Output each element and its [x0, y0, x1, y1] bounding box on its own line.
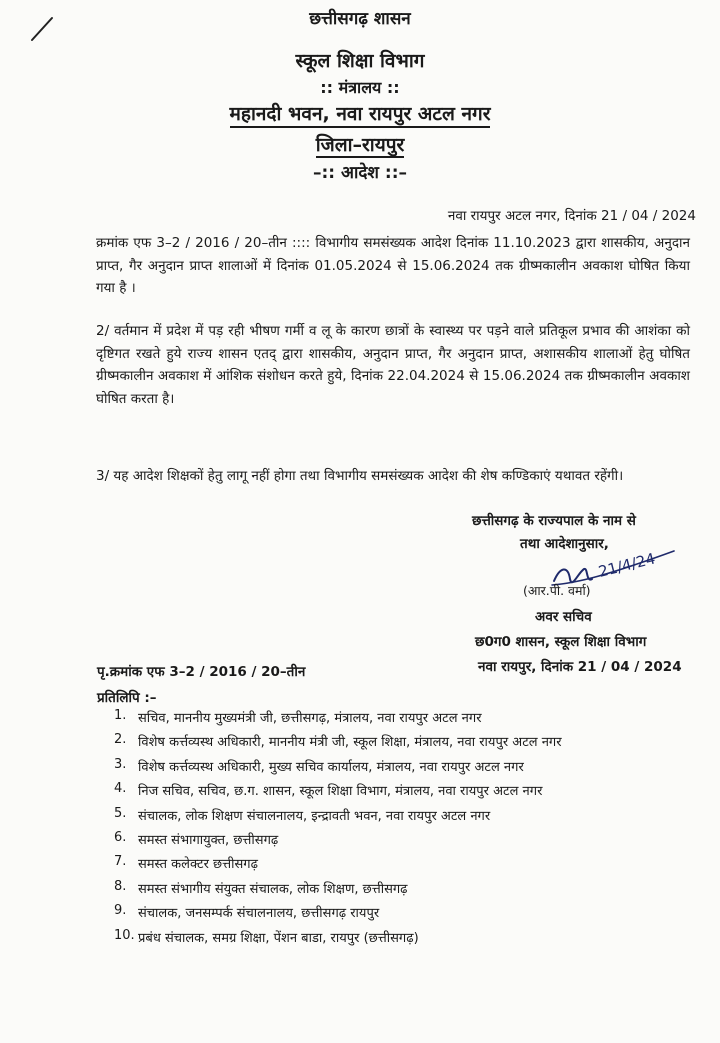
list-item [114, 854, 704, 878]
list-item [114, 781, 704, 805]
paragraph-3: 3/ यह आदेश शिक्षकों हेतु लागू नहीं होगा तथा विभागीय समसंख्यक आदेश की शेष कण्डिकाएं यथावत रहेंगी। [96, 468, 624, 484]
list-item-text: निज सचिव, सचिव, छ.ग. शासन, स्कूल शिक्षा विभाग, मंत्रालय, नवा रायपुर अटल नगर [138, 784, 543, 800]
list-item-number: 3. [114, 756, 127, 772]
list-item-text: समस्त संभागायुक्त, छत्तीसगढ़ [138, 832, 279, 848]
copy-list [114, 708, 704, 952]
address-heading [0, 100, 720, 126]
list-item [114, 830, 704, 854]
endorsement-number: पृ.क्रमांक एफ 3–2 / 2016 / 20–तीन [97, 664, 306, 680]
list-item-text: समस्त संभागीय संयुक्त संचालक, लोक शिक्षण, छत्तीसगढ़ [138, 881, 408, 897]
government-heading: छत्तीसगढ़ शासन [309, 9, 411, 29]
address-text: महानदी भवन, नवा रायपुर अटल नगर [230, 103, 491, 128]
signatory-office: छ0ग0 शासन, स्कूल शिक्षा विभाग [475, 634, 647, 650]
list-item-number: 2. [114, 732, 127, 748]
ministry-heading: :: मंत्रालय :: [320, 78, 400, 97]
copy-heading: प्रतिलिपि :– [97, 690, 157, 706]
signatory-designation: अवर सचिव [535, 609, 592, 625]
signature-date: 21/4/24 [596, 549, 658, 581]
signature-line-governor: छत्तीसगढ़ के राज्यपाल के नाम से [472, 513, 636, 529]
district-heading [0, 131, 720, 157]
list-item-number: 5. [114, 805, 127, 821]
signature-line-order: तथा आदेशानुसार, [520, 536, 609, 552]
list-item [114, 928, 704, 952]
department-heading: स्कूल शिक्षा विभाग [295, 50, 425, 72]
list-item [114, 879, 704, 903]
list-item [114, 732, 704, 756]
list-item-text: समस्त कलेक्टर छत्तीसगढ़ [138, 857, 258, 873]
signatory-name: (आर.पी. वर्मा) [523, 583, 591, 598]
signature-place-date: नवा रायपुर, दिनांक 21 / 04 / 2024 [478, 659, 682, 675]
list-item-number: 7. [114, 854, 127, 870]
list-item-number: 10. [114, 927, 135, 943]
district-text: जिला–रायपुर [315, 134, 405, 156]
list-item-text: विशेष कर्त्तव्यस्थ अधिकारी, माननीय मंत्री जी, स्कूल शिक्षा, मंत्रालय, नवा रायपुर अटल नगर [138, 735, 562, 751]
list-item-number: 8. [114, 878, 127, 894]
list-item [114, 806, 704, 830]
list-item-text: विशेष कर्त्तव्यस्थ अधिकारी, मुख्य सचिव कार्यालय, मंत्रालय, नवा रायपुर अटल नगर [138, 759, 524, 775]
list-item-text: संचालक, जनसम्पर्क संचालनालय, छत्तीसगढ़ रायपुर [138, 906, 380, 922]
order-title: –:: आदेश ::– [313, 163, 407, 183]
list-item [114, 757, 704, 781]
list-item [114, 903, 704, 927]
order-dateline: नवा रायपुर अटल नगर, दिनांक 21 / 04 / 2024 [447, 208, 696, 224]
list-item [114, 708, 704, 732]
list-item-number: 9. [114, 903, 127, 919]
list-item-text: प्रबंध संचालक, समग्र शिक्षा, पेंशन बाडा, रायपुर (छत्तीसगढ़) [138, 930, 419, 946]
list-item-text: संचालक, लोक शिक्षण संचालनालय, इन्द्रावती भवन, नवा रायपुर अटल नगर [138, 808, 491, 824]
list-item-number: 4. [114, 781, 127, 797]
list-item-number: 1. [114, 708, 127, 723]
paragraph-2: 2/ वर्तमान में प्रदेश में पड़ रही भीषण गर्मी व लू के कारण छात्रों के स्वास्थ्य पर पड़ने वाले प्रतिकूल प्रभाव की आशंका को दृष्टिगत रखते हुये राज्य शासन एतद् द्वारा शासकीय, अनुदान प्राप्त, गैर अनुदान प्राप्त, अशासकीय शालाओं हेतु घोषित ग्रीष्मकालीन अवकाश में आंशिक संशोधन करते हुये, दिनांक 22.04.2024 से 15.06.2024 तक ग्रीष्मकालीन अवकाश घोषित करता है। [96, 323, 690, 407]
paragraph-1: क्रमांक एफ 3–2 / 2016 / 20–तीन :::: विभागीय समसंख्यक आदेश दिनांक 11.10.2023 द्वारा शासकीय, अनुदान प्राप्त, गैर अनुदान प्राप्त शालाओं में दिनांक 01.05.2024 से 15.06.2024 तक ग्रीष्मकालीन अवकाश घोषित किया गया है । [96, 235, 690, 296]
list-item-text: सचिव, माननीय मुख्यमंत्री जी, छत्तीसगढ़, मंत्रालय, नवा रायपुर अटल नगर [138, 711, 482, 726]
list-item-number: 6. [114, 829, 127, 845]
